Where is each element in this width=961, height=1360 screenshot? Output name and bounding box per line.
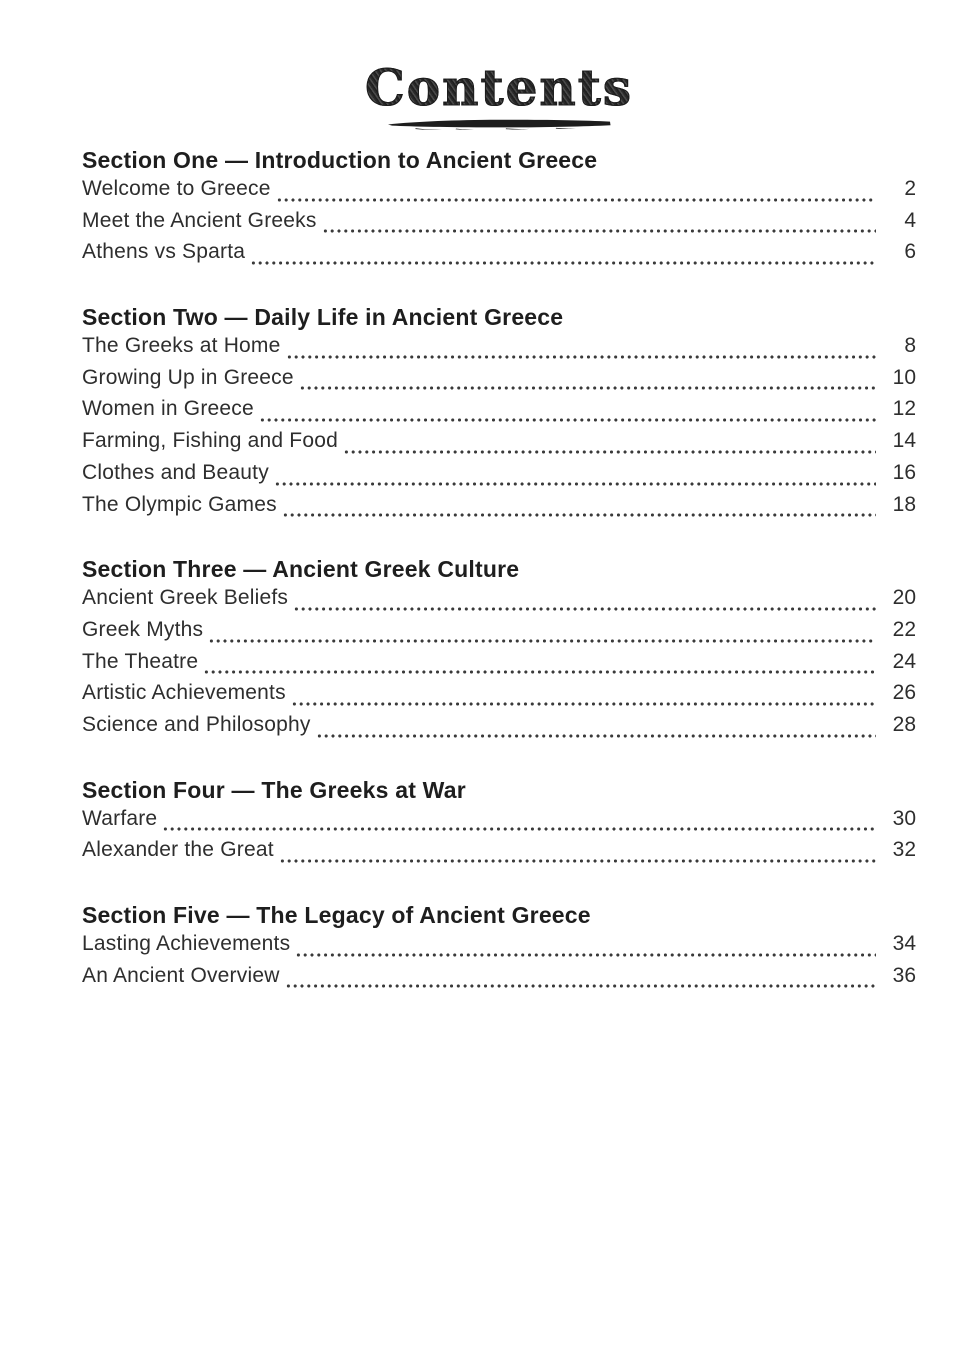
entry-label: Greek Myths — [82, 617, 204, 641]
dot-leader — [286, 355, 876, 359]
dot-leader — [291, 702, 876, 706]
entry-page-number: 32 — [892, 838, 916, 862]
entry-page-number: 24 — [892, 649, 916, 673]
dot-leader — [203, 670, 876, 674]
dot-leader — [276, 198, 876, 202]
section-heading: Section Three — Ancient Greek Culture — [82, 556, 520, 583]
section-entries — [82, 334, 916, 524]
dot-leader — [162, 827, 876, 831]
toc-entry-row — [82, 713, 916, 745]
section-entries — [82, 177, 916, 272]
section-heading: Section Five — The Legacy of Ancient Greece — [82, 902, 591, 928]
entry-label: Science and Philosophy — [82, 712, 311, 736]
entry-page-number: 14 — [892, 429, 916, 453]
entry-page-number: 20 — [892, 586, 916, 610]
entry-label: Growing Up in Greece — [82, 365, 294, 389]
entry-label: Clothes and Beauty — [82, 460, 269, 484]
entry-page-number: 34 — [892, 932, 916, 955]
dot-leader — [316, 734, 876, 738]
toc-section — [82, 776, 916, 870]
toc-entry-row — [82, 932, 916, 964]
dot-leader — [250, 261, 876, 265]
dot-leader — [293, 607, 876, 611]
entry-label: Ancient Greek Beliefs — [82, 586, 289, 610]
page-header — [82, 60, 916, 131]
entry-page-number: 6 — [904, 240, 916, 264]
toc-section — [82, 146, 916, 272]
toc-section — [82, 901, 916, 995]
entry-page-number: 8 — [904, 334, 916, 358]
section-entries — [82, 586, 916, 744]
entry-page-number: 12 — [892, 397, 916, 421]
entry-page-number: 36 — [892, 963, 916, 987]
dot-leader — [208, 639, 876, 643]
dot-leader — [274, 482, 876, 486]
section-heading: Section One — Introduction to Ancient Greece — [82, 147, 598, 173]
section-entries — [82, 932, 916, 995]
toc-entry-row — [82, 366, 916, 398]
entry-page-number: 28 — [892, 712, 916, 736]
dot-leader — [279, 859, 876, 863]
entry-page-number: 18 — [892, 492, 916, 516]
entry-label: Alexander the Great — [82, 838, 274, 862]
dot-leader — [259, 418, 876, 422]
entry-label: Athens vs Sparta — [82, 240, 246, 264]
entry-label: Welcome to Greece — [82, 177, 271, 200]
section-heading: Section Two — Daily Life in Ancient Greece — [82, 304, 564, 331]
entry-page-number: 22 — [892, 617, 916, 641]
dot-leader — [285, 984, 876, 988]
entry-label: Meet the Ancient Greeks — [82, 208, 317, 232]
dot-leader — [282, 513, 876, 517]
toc-entry-row — [82, 650, 916, 682]
section-entries — [82, 807, 916, 870]
entry-page-number: 2 — [904, 177, 916, 200]
dot-leader — [322, 229, 876, 233]
entry-label: Artistic Achievements — [82, 681, 286, 705]
toc-entry-row — [82, 964, 916, 996]
entry-label: An Ancient Overview — [82, 963, 280, 987]
entry-label: The Greeks at Home — [82, 334, 281, 358]
entry-page-number: 16 — [892, 460, 916, 484]
toc-entry-row — [82, 334, 916, 366]
entry-label: Lasting Achievements — [82, 932, 291, 955]
toc-entry-row — [82, 681, 916, 713]
entry-page-number: 10 — [892, 365, 916, 389]
entry-page-number: 30 — [892, 806, 916, 830]
toc-entry-row — [82, 461, 916, 493]
toc-entry-row — [82, 807, 916, 839]
toc-entry-row — [82, 240, 916, 272]
toc-entry-row — [82, 838, 916, 870]
entry-label: Farming, Fishing and Food — [82, 429, 338, 453]
entry-page-number: 26 — [892, 681, 916, 705]
dot-leader — [295, 953, 876, 957]
title-underline-brush-stroke — [386, 117, 612, 131]
toc-entry-row — [82, 177, 916, 209]
entry-label: Warfare — [82, 806, 158, 830]
toc-section — [82, 555, 916, 744]
entry-label: Women in Greece — [82, 397, 254, 421]
toc-entry-row — [82, 586, 916, 618]
entry-page-number: 4 — [904, 208, 916, 232]
page-title: Contents — [364, 58, 633, 117]
toc-entry-row — [82, 209, 916, 241]
dot-leader — [299, 386, 876, 390]
entry-label: The Olympic Games — [82, 492, 277, 516]
dot-leader — [343, 450, 876, 454]
toc-entry-row — [82, 493, 916, 525]
entry-label: The Theatre — [82, 649, 199, 673]
table-of-contents — [82, 146, 916, 995]
section-heading: Section Four — The Greeks at War — [82, 776, 466, 803]
toc-entry-row — [82, 618, 916, 650]
toc-entry-row — [82, 429, 916, 461]
toc-entry-row — [82, 397, 916, 429]
toc-section — [82, 303, 916, 524]
